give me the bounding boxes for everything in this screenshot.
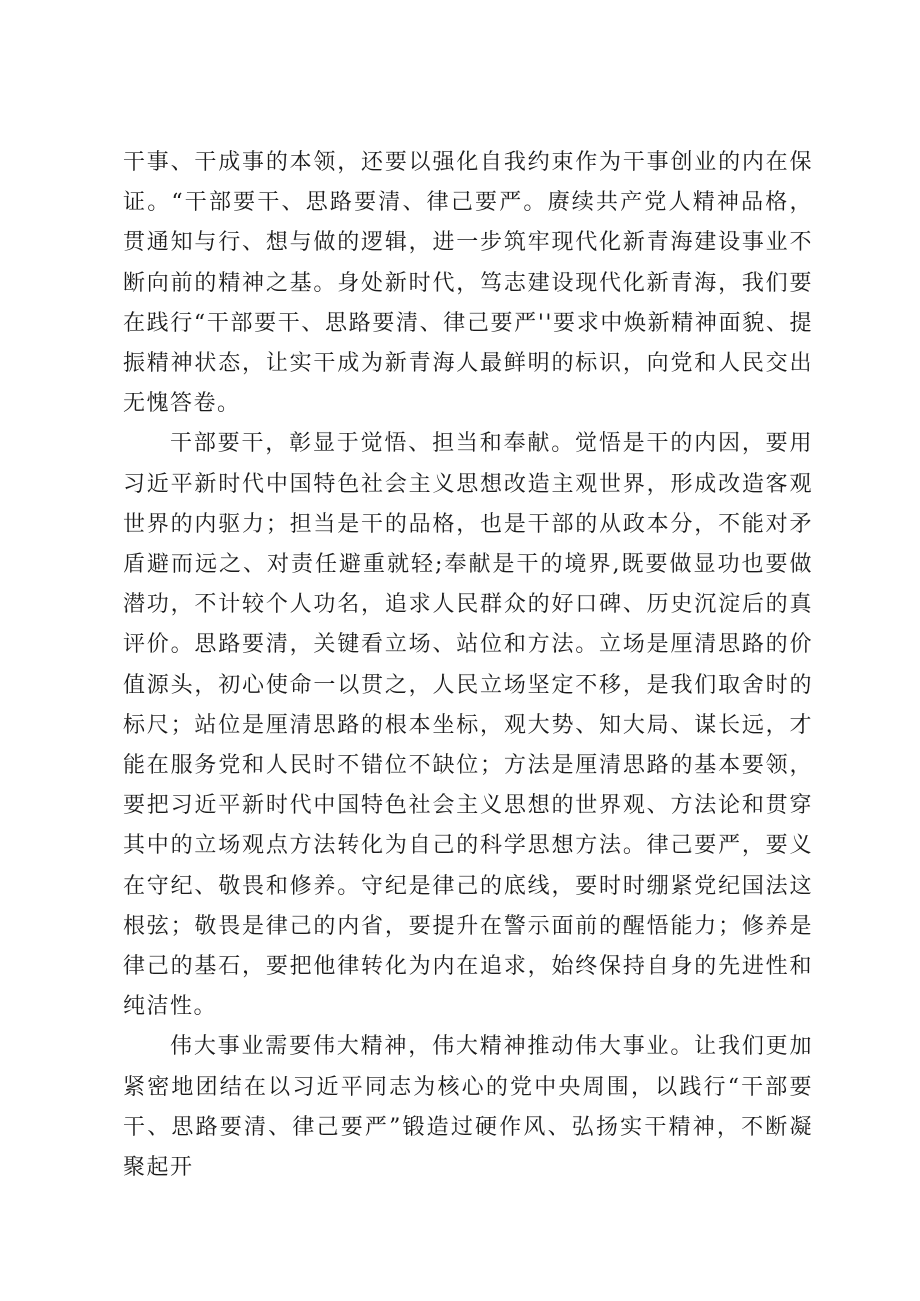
paragraph-great-cause: 伟大事业需要伟大精神，伟大精神推动伟大事业。让我们更加紧密地团结在以习近平同志为核心的党中央周围，以践行“干部要干、思路要清、律己要严”锻造过硬作风、弘扬实干精神，不断凝聚起开 [123,1034,813,1181]
document-body [123,143,813,1188]
paragraph-continued: 干事、干成事的本领，还要以强化自我约束作为干事创业的内在保证。“干部要干、思路要清、律己要严。赓续共产党人精神品格，贯通知与行、想与做的逻辑，进一步筑牢现代化新青海建设事业不断向前的精神之基。身处新时代，笃志建设现代化新青海，我们要在践行“干部要干、思路要清、律己要严''要求中焕新精神面貌、提振精神状态，让实干成为新青海人最鲜明的标识，向党和人民交出无愧答卷。 [123,150,813,417]
paragraph-cadres-must-act: 干部要干，彰显于觉悟、担当和奉献。觉悟是干的内因，要用习近平新时代中国特色社会主义思想改造主观世界，形成改造客观世界的内驱力；担当是干的品格，也是干部的从政本分，不能对矛盾避而远之、对责任避重就轻;奉献是干的境界,既要做显功也要做潜功，不计较个人功名，追求人民群众的好口碑、历史沉淀后的真评价。思路要清，关键看立场、站位和方法。立场是厘清思路的价值源头，初心使命一以贯之，人民立场坚定不移，是我们取舍时的标尺；站位是厘清思路的根本坐标，观大势、知大局、谋长远，才能在服务党和人民时不错位不缺位；方法是厘清思路的基本要领，要把习近平新时代中国特色社会主义思想的世界观、方法论和贯穿其中的立场观点方法转化为自己的科学思想方法。律己要严，要义在守纪、敬畏和修养。守纪是律己的底线，要时时绷紧党纪国法这根弦；敬畏是律己的内省，要提升在警示面前的醒悟能力；修养是律己的基石，要把他律转化为内在追求，始终保持自身的先进性和纯洁性。 [123,431,813,1020]
